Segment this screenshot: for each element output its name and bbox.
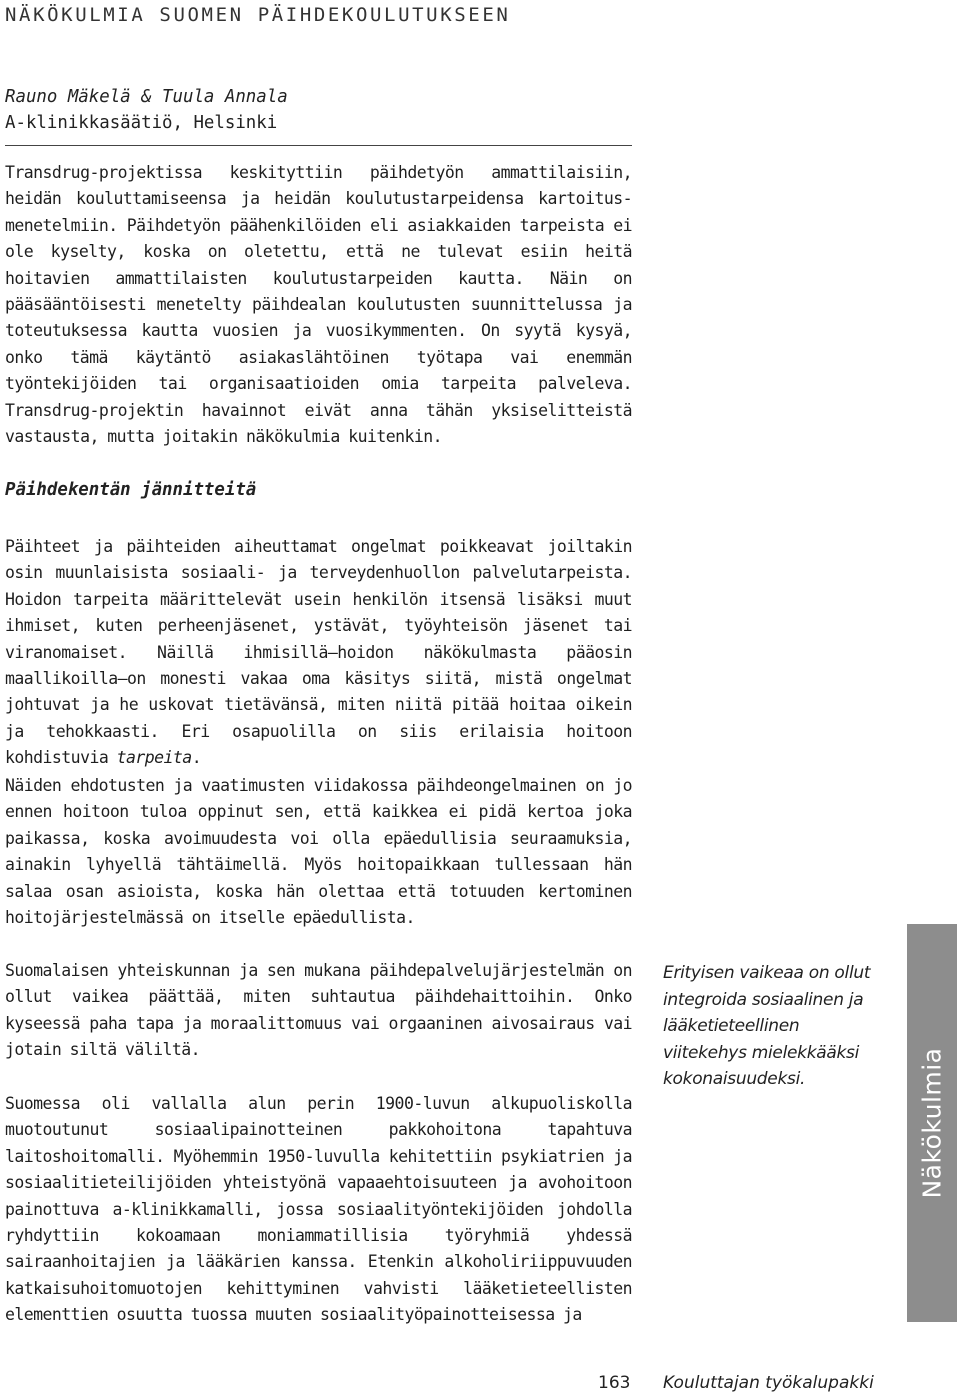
pull-quote: Erityisen vaikeaa on ollut integroida sosiaalinen ja lääketieteellinen viitekehys mielekkääksi kokonaisuudeksi. xyxy=(663,963,871,1089)
paragraph-4-block xyxy=(5,1091,632,1329)
paragraph-3: Suomalaisen yhteiskunnan ja sen mukana päihdepalvelujärjestelmän on ollut vaikea päättää, miten suhtautua päihdehaittoihin. Onko kyseessä paha tapa ja moraalittomuus vai orgaaninen aivosairaus vai jotain siltä väliltä. xyxy=(5,961,632,1060)
page-number: 163 xyxy=(598,1373,631,1393)
paragraph-3-block xyxy=(5,958,632,1064)
paragraph-1 xyxy=(5,534,632,772)
paragraph-2-block xyxy=(5,773,632,931)
section-heading: Päihdekentän jännitteitä xyxy=(5,480,257,500)
paragraph-1-block xyxy=(5,534,632,772)
footer-title: Kouluttajan työkalupakki xyxy=(663,1373,874,1393)
paragraph-1-text: Päihteet ja päihteiden aiheuttamat ongelmat poikkeavat joiltakin osin muunlaisista sosiaali- ja terveydenhuollon palvelutarpeista. Hoidon tarpeita määrittelevät usein henkilön itsensä lisäksi muut ihmiset, kuten perheenjäsenet, ystävät, työyhteisön jäsenet tai viranomaiset. Näillä ihmisillä—hoidon näkökulmasta pääosin maallikoilla—on monesti vakaa oma käsitys siitä, mistä ongelmat johtuvat ja he uskovat tietävänsä, miten niitä pitää hoitaa oikein ja tehokkaasti. Eri osapuolilla on siis erilaisia hoitoon kohdistuvia xyxy=(5,537,632,768)
section-tab-label: Näkökulmia xyxy=(917,1047,947,1199)
paragraph-4: Suomessa oli vallalla alun perin 1900-luvun alkupuoliskolla muotoutunut sosiaalipainotteinen pakkohoitona tapahtuva laitoshoitomalli. Myöhemmin 1950-luvulla kehitettiin psykiatrien ja sosiaalitieteilijöiden yhteistyönä vapaaehtoisuuteen ja avohoitoon painottuva a-klinikkamalli, jossa sosiaalityöntekijöiden johdolla ryhdyttiin kokoamaan moniammatillisia työryhmiä yhdessä sairaanhoitajien ja lääkärien kanssa. Etenkin alkoholiriippuvuuden katkaisuhoitomuotojen kehittyminen vahvisti lääketieteellisten elementtien osuutta tuossa muuten sosiaalityöpainotteisessa ja xyxy=(5,1094,632,1325)
running-header: NÄKÖKULMIA SUOMEN PÄIHDEKOULUTUKSEEN xyxy=(5,4,511,26)
paragraph-1-end: . xyxy=(191,748,202,768)
intro-paragraph: Transdrug-projektissa keskityttiin päihdetyön ammattilaisiin, heidän kouluttamiseensa ja heidän koulutustarpeidensa kartoitus-menetelmiin. Päihdetyön päähenkilöiden eli asiakkaiden tarpeista ei ole kyselty, koska on oletettu, että ne tulevat esiin heitä hoitavien ammattilaisten koulutustarpeiden kautta. Näin on pääsääntöisesti menetelty päihdealan koulutusten suunnittelussa ja toteutuksessa kautta vuosien ja vuosikymmenten. On syytä kysyä, onko tämä käytäntö asiakaslähtöinen työtapa vai enemmän työntekijöiden tai organisaatioiden omia tarpeita palveleva. Transdrug-projektin havainnot eivät anna tähän yksiselitteistä vastausta, mutta joitakin näkökulmia kuitenkin. xyxy=(5,163,632,447)
author-affiliation: A-klinikkasäätiö, Helsinki xyxy=(5,113,278,133)
author-block xyxy=(5,84,631,136)
paragraph-1-emphasis: tarpeita xyxy=(116,748,192,768)
divider xyxy=(5,145,632,146)
paragraph-2: Näiden ehdotusten ja vaatimusten viidakossa päihdeongelmainen on jo ennen hoitoon tuloa oppinut sen, että kaikkea ei pidä kertoa joka paikassa, koska avoimuudesta voi olla epäedullisia seuraamuksia, ainakin lyhyellä tähtäimellä. Myös hoitopaikkaan tullessaan hän salaa osan asioista, koska hän olettaa että totuuden kertominen hoitojärjestelmässä on itselle epäedullista. xyxy=(5,776,632,928)
author-names: Rauno Mäkelä & Tuula Annala xyxy=(5,87,288,107)
section-tab xyxy=(907,924,957,1322)
intro-paragraph-block xyxy=(5,160,632,450)
